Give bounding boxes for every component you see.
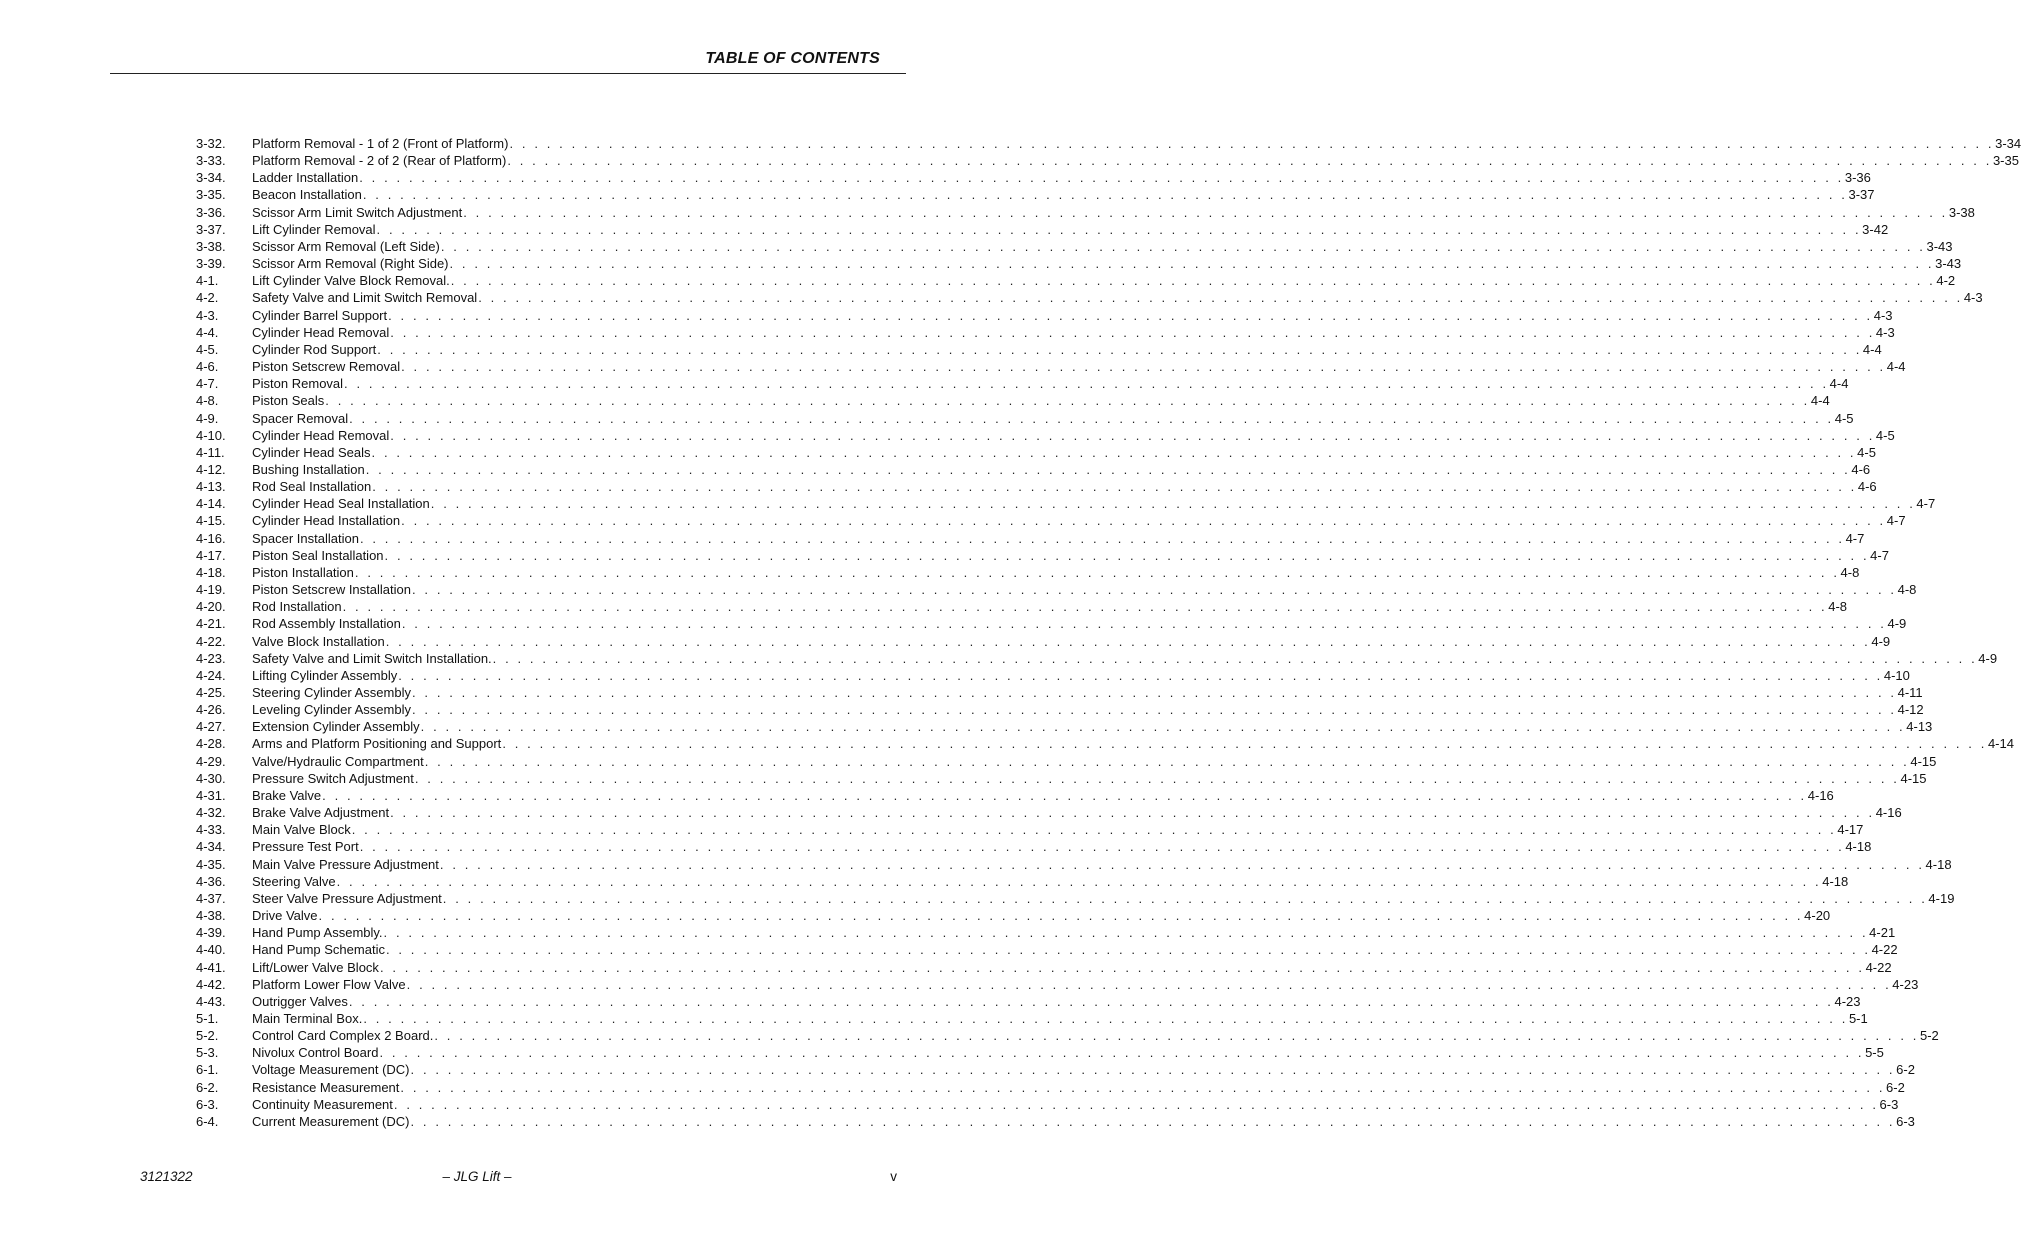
toc-dot-leader: . . . . . . . . . . . . . . . . . . . . . . . . . . . . . . . . . . . . . . . . . . . . . . . . . . . . . . . . . . . . . . . . . . . . . . . . . . . . . . . . . . . . . . . . . . . . . . . . . . . . . . . . . . . . . . . . . . . . . . . . bbox=[318, 908, 1804, 924]
toc-entry[interactable] bbox=[196, 169, 1871, 186]
toc-entry[interactable] bbox=[196, 735, 2014, 752]
toc-dot-leader: . . . . . . . . . . . . . . . . . . . . . . . . . . . . . . . . . . . . . . . . . . . . . . . . . . . . . . . . . . . . . . . . . . . . . . . . . . . . . . . . . . . . . . . . . . . . . . . . . . . . . . . . . . . . . . . . . . . . . . . . bbox=[388, 307, 1873, 323]
toc-entry[interactable] bbox=[196, 255, 1962, 272]
toc-dot-leader: . . . . . . . . . . . . . . . . . . . . . . . . . . . . . . . . . . . . . . . . . . . . . . . . . . . . . . . . . . . . . . . . . . . . . . . . . . . . . . . . . . . . . . . . . . . . . . . . . . . . . . . . . . . . . . . . . . . . . . . . bbox=[411, 702, 1897, 718]
toc-entry-title: Piston Setscrew Removal bbox=[252, 359, 401, 375]
toc-entry[interactable] bbox=[196, 221, 1889, 238]
toc-entry-page: 6-3 bbox=[1896, 1113, 1915, 1129]
toc-dot-leader: . . . . . . . . . . . . . . . . . . . . . . . . . . . . . . . . . . . . . . . . . . . . . . . . . . . . . . . . . . . . . . . . . . . . . . . . . . . . . . . . . . . . . . . . . . . . . . . . . . . . . . . . . . . . . . . . . . . . . . . . bbox=[492, 650, 1978, 666]
toc-dot-leader: . . . . . . . . . . . . . . . . . . . . . . . . . . . . . . . . . . . . . . . . . . . . . . . . . . . . . . . . . . . . . . . . . . . . . . . . . . . . . . . . . . . . . . . . . . . . . . . . . . . . . . . . . . . . . . . . . . . . . . . . bbox=[420, 719, 1906, 735]
toc-entry-number: 4-19. bbox=[196, 582, 226, 598]
toc-entry[interactable] bbox=[196, 581, 1917, 598]
toc-entry-page: 4-16 bbox=[1875, 805, 1902, 821]
toc-entry-title: Steering Cylinder Assembly bbox=[252, 685, 411, 700]
toc-entry[interactable] bbox=[196, 701, 1924, 718]
toc-entry-title: Beacon Installation bbox=[252, 187, 362, 203]
toc-dot-leader: . . . . . . . . . . . . . . . . . . . . . . . . . . . . . . . . . . . . . . . . . . . . . . . . . . . . . . . . . . . . . . . . . . . . . . . . . . . . . . . . . . . . . . . . . . . . . . . . . . . . . . . . . . . . . . . . . . . . . . . . bbox=[383, 925, 1869, 941]
toc-entry-page: 5-1 bbox=[1848, 1010, 1868, 1026]
table-of-contents bbox=[196, 135, 2021, 1130]
toc-entry-page: 4-7 bbox=[1886, 513, 1906, 529]
toc-entry-title: Cylinder Rod Support bbox=[252, 341, 377, 357]
toc-dot-leader: . . . . . . . . . . . . . . . . . . . . . . . . . . . . . . . . . . . . . . . . . . . . . . . . . . . . . . . . . . . . . . . . . . . . . . . . . . . . . . . . . . . . . . . . . . . . . . . . . . . . . . . . . . . . . . . . . . . . . . . . bbox=[359, 530, 1845, 546]
toc-entry-title: Piston Seals bbox=[252, 393, 325, 409]
toc-entry-number: 4-28. bbox=[196, 736, 226, 752]
toc-entry[interactable] bbox=[196, 1061, 1915, 1078]
toc-dot-leader: . . . . . . . . . . . . . . . . . . . . . . . . . . . . . . . . . . . . . . . . . . . . . . . . . . . . . . . . . . . . . . . . . . . . . . . . . . . . . . . . . . . . . . . . . . . . . . . . . . . . . . . . . . . . . . . . . . . . . . . . bbox=[406, 976, 1892, 992]
toc-dot-leader: . . . . . . . . . . . . . . . . . . . . . . . . . . . . . . . . . . . . . . . . . . . . . . . . . . . . . . . . . . . . . . . . . . . . . . . . . . . . . . . . . . . . . . . . . . . . . . . . . . . . . . . . . . . . . . . . . . . . . . . . bbox=[336, 873, 1822, 889]
toc-entry-number: 4-41. bbox=[196, 959, 226, 975]
toc-entry[interactable] bbox=[196, 152, 2019, 169]
toc-entry-title: Leveling Cylinder Assembly bbox=[252, 702, 411, 718]
footer-publisher: – JLG Lift – bbox=[442, 1169, 512, 1184]
footer-doc-number: 3121322 bbox=[140, 1169, 193, 1184]
toc-entry[interactable] bbox=[196, 890, 1955, 907]
toc-entry[interactable] bbox=[196, 392, 1830, 409]
toc-entry-number: 6-2. bbox=[196, 1079, 219, 1095]
toc-entry-number: 4-14. bbox=[196, 496, 226, 512]
toc-entry[interactable] bbox=[196, 341, 1882, 358]
toc-entry-page: 4-22 bbox=[1871, 942, 1898, 958]
toc-entry-number: 6-1. bbox=[196, 1062, 219, 1078]
toc-dot-leader: . . . . . . . . . . . . . . . . . . . . . . . . . . . . . . . . . . . . . . . . . . . . . . . . . . . . . . . . . . . . . . . . . . . . . . . . . . . . . . . . . . . . . . . . . . . . . . . . . . . . . . . . . . . . . . . . . . . . . . . . bbox=[398, 667, 1883, 683]
toc-dot-leader: . . . . . . . . . . . . . . . . . . . . . . . . . . . . . . . . . . . . . . . . . . . . . . . . . . . . . . . . . . . . . . . . . . . . . . . . . . . . . . . . . . . . . . . . . . . . . . . . . . . . . . . . . . . . . . . . . . . . . . . . bbox=[363, 1010, 1848, 1026]
toc-entry-number: 6-4. bbox=[196, 1113, 219, 1129]
toc-dot-leader: . . . . . . . . . . . . . . . . . . . . . . . . . . . . . . . . . . . . . . . . . . . . . . . . . . . . . . . . . . . . . . . . . . . . . . . . . . . . . . . . . . . . . . . . . . . . . . . . . . . . . . . . . . . . . . . . . . . . . . . . bbox=[463, 204, 1948, 220]
toc-entry-page: 4-3 bbox=[1963, 290, 1983, 306]
toc-entry[interactable] bbox=[196, 547, 1889, 564]
toc-entry-title: Cylinder Head Removal bbox=[252, 324, 390, 340]
toc-entry-title: Bushing Installation bbox=[252, 461, 365, 477]
toc-entry-title: Ladder Installation bbox=[252, 170, 359, 186]
toc-dot-leader: . . . . . . . . . . . . . . . . . . . . . . . . . . . . . . . . . . . . . . . . . . . . . . . . . . . . . . . . . . . . . . . . . . . . . . . . . . . . . . . . . . . . . . . . . . . . . . . . . . . . . . . . . . . . . . . . . . . . . . . . bbox=[384, 547, 1870, 563]
toc-dot-leader: . . . . . . . . . . . . . . . . . . . . . . . . . . . . . . . . . . . . . . . . . . . . . . . . . . . . . . . . . . . . . . . . . . . . . . . . . . . . . . . . . . . . . . . . . . . . . . . . . . . . . . . . . . . . . . . . . . . . . . . . bbox=[411, 685, 1897, 700]
toc-entry-number: 4-38. bbox=[196, 908, 226, 924]
toc-entry-page: 4-3 bbox=[1873, 307, 1893, 323]
toc-entry-page: 3-43 bbox=[1935, 256, 1962, 272]
toc-entry-title: Spacer Installation bbox=[252, 530, 359, 546]
toc-dot-leader: . . . . . . . . . . . . . . . . . . . . . . . . . . . . . . . . . . . . . . . . . . . . . . . . . . . . . . . . . . . . . . . . . . . . . . . . . . . . . . . . . . . . . . . . . . . . . . . . . . . . . . . . . . . . . . . . . . . . . . . . bbox=[344, 376, 1829, 392]
toc-dot-leader: . . . . . . . . . . . . . . . . . . . . . . . . . . . . . . . . . . . . . . . . . . . . . . . . . . . . . . . . . . . . . . . . . . . . . . . . . . . . . . . . . . . . . . . . . . . . . . . . . . . . . . . . . . . . . . . . . . . . . . . . bbox=[390, 427, 1875, 443]
toc-entry-title: Steer Valve Pressure Adjustment bbox=[252, 890, 442, 906]
toc-entry[interactable] bbox=[196, 821, 1864, 838]
toc-entry-page: 4-13 bbox=[1906, 719, 1933, 735]
toc-entry-title: Pressure Switch Adjustment bbox=[252, 770, 414, 786]
toc-entry-title: Piston Installation bbox=[252, 564, 354, 580]
toc-entry-number: 4-18. bbox=[196, 564, 226, 580]
toc-entry[interactable] bbox=[196, 1113, 1915, 1130]
toc-dot-leader: . . . . . . . . . . . . . . . . . . . . . . . . . . . . . . . . . . . . . . . . . . . . . . . . . . . . . . . . . . . . . . . . . . . . . . . . . . . . . . . . . . . . . . . . . . . . . . . . . . . . . . . . . . . . . . . . . . . . . . . . bbox=[410, 1062, 1896, 1078]
toc-dot-leader: . . . . . . . . . . . . . . . . . . . . . . . . . . . . . . . . . . . . . . . . . . . . . . . . . . . . . . . . . . . . . . . . . . . . . . . . . . . . . . . . . . . . . . . . . . . . . . . . . . . . . . . . . . . . . . . . . . . . . . . . bbox=[430, 496, 1916, 512]
toc-dot-leader: . . . . . . . . . . . . . . . . . . . . . . . . . . . . . . . . . . . . . . . . . . . . . . . . . . . . . . . . . . . . . . . . . . . . . . . . . . . . . . . . . . . . . . . . . . . . . . . . . . . . . . . . . . . . . . . . . . . . . . . . bbox=[401, 616, 1887, 632]
toc-entry[interactable] bbox=[196, 770, 1927, 787]
toc-dot-leader: . . . . . . . . . . . . . . . . . . . . . . . . . . . . . . . . . . . . . . . . . . . . . . . . . . . . . . . . . . . . . . . . . . . . . . . . . . . . . . . . . . . . . . . . . . . . . . . . . . . . . . . . . . . . . . . . . . . . . . . . bbox=[359, 839, 1845, 855]
toc-entry-number: 4-6. bbox=[196, 359, 219, 375]
toc-entry-title: Piston Seal Installation bbox=[252, 547, 384, 563]
toc-entry[interactable] bbox=[196, 1044, 1884, 1061]
toc-entry-title: Valve Block Installation bbox=[252, 633, 385, 649]
toc-dot-leader: . . . . . . . . . . . . . . . . . . . . . . . . . . . . . . . . . . . . . . . . . . . . . . . . . . . . . . . . . . . . . . . . . . . . . . . . . . . . . . . . . . . . . . . . . . . . . . . . . . . . . . . . . . . . . . . . . . . . . . . . bbox=[379, 1045, 1865, 1061]
toc-entry-page: 4-4 bbox=[1862, 341, 1882, 357]
toc-entry-number: 6-3. bbox=[196, 1096, 219, 1112]
toc-entry[interactable] bbox=[196, 358, 1906, 375]
toc-entry-page: 4-5 bbox=[1875, 427, 1895, 443]
toc-entry-page: 6-2 bbox=[1886, 1079, 1905, 1095]
toc-dot-leader: . . . . . . . . . . . . . . . . . . . . . . . . . . . . . . . . . . . . . . . . . . . . . . . . . . . . . . . . . . . . . . . . . . . . . . . . . . . . . . . . . . . . . . . . . . . . . . . . . . . . . . . . . . . . . . . . . . . . . . . . bbox=[449, 256, 1935, 272]
toc-entry[interactable] bbox=[196, 1010, 1868, 1027]
toc-entry[interactable] bbox=[196, 941, 1898, 958]
toc-entry-page: 4-10 bbox=[1883, 667, 1910, 683]
toc-entry[interactable] bbox=[196, 135, 2021, 152]
toc-entry[interactable] bbox=[196, 375, 1849, 392]
toc-dot-leader: . . . . . . . . . . . . . . . . . . . . . . . . . . . . . . . . . . . . . . . . . . . . . . . . . . . . . . . . . . . . . . . . . . . . . . . . . . . . . . . . . . . . . . . . . . . . . . . . . . . . . . . . . . . . . . . . . . . . . . . . bbox=[325, 393, 1810, 409]
toc-entry-number: 3-39. bbox=[196, 256, 226, 272]
toc-entry[interactable] bbox=[196, 753, 1937, 770]
toc-entry-page: 5-5 bbox=[1865, 1045, 1884, 1061]
toc-entry-page: 4-14 bbox=[1987, 736, 2014, 752]
toc-entry-title: Safety Valve and Limit Switch Removal bbox=[252, 290, 478, 306]
toc-entry[interactable] bbox=[196, 976, 1919, 993]
toc-dot-leader: . . . . . . . . . . . . . . . . . . . . . . . . . . . . . . . . . . . . . . . . . . . . . . . . . . . . . . . . . . . . . . . . . . . . . . . . . . . . . . . . . . . . . . . . . . . . . . . . . . . . . . . . . . . . . . . . . . . . . . . . bbox=[365, 461, 1851, 477]
toc-entry-title: Nivolux Control Board bbox=[252, 1045, 379, 1061]
toc-dot-leader: . . . . . . . . . . . . . . . . . . . . . . . . . . . . . . . . . . . . . . . . . . . . . . . . . . . . . . . . . . . . . . . . . . . . . . . . . . . . . . . . . . . . . . . . . . . . . . . . . . . . . . . . . . . . . . . . . . . . . . . . bbox=[393, 1096, 1879, 1112]
toc-entry-title: Cylinder Head Installation bbox=[252, 513, 401, 529]
toc-entry-title: Cylinder Barrel Support bbox=[252, 307, 388, 323]
toc-entry-page: 6-3 bbox=[1879, 1096, 1899, 1112]
toc-entry-page: 4-7 bbox=[1845, 530, 1865, 546]
toc-entry[interactable] bbox=[196, 410, 1854, 427]
toc-entry-title: Voltage Measurement (DC) bbox=[252, 1062, 410, 1078]
toc-entry-number: 4-16. bbox=[196, 530, 226, 546]
toc-entry-title: Rod Assembly Installation bbox=[252, 616, 401, 632]
toc-entry-page: 4-19 bbox=[1928, 890, 1955, 906]
toc-entry-number: 4-5. bbox=[196, 341, 219, 357]
toc-entry-number: 4-40. bbox=[196, 942, 226, 958]
toc-entry[interactable] bbox=[196, 667, 1910, 684]
toc-entry-number: 4-31. bbox=[196, 787, 226, 803]
toc-entry-title: Spacer Removal bbox=[252, 410, 349, 426]
toc-dot-leader: . . . . . . . . . . . . . . . . . . . . . . . . . . . . . . . . . . . . . . . . . . . . . . . . . . . . . . . . . . . . . . . . . . . . . . . . . . . . . . . . . . . . . . . . . . . . . . . . . . . . . . . . . . . . . . . . . . . . . . . . bbox=[400, 1079, 1886, 1095]
toc-entry[interactable] bbox=[196, 427, 1895, 444]
toc-entry-title: Hand Pump Schematic bbox=[252, 942, 385, 958]
toc-entry-title: Lifting Cylinder Assembly bbox=[252, 667, 398, 683]
toc-entry-number: 4-24. bbox=[196, 667, 226, 683]
toc-entry-number: 4-34. bbox=[196, 839, 226, 855]
page-header-title: TABLE OF CONTENTS bbox=[705, 50, 880, 67]
toc-entry-page: 4-9 bbox=[1978, 650, 1998, 666]
toc-dot-leader: . . . . . . . . . . . . . . . . . . . . . . . . . . . . . . . . . . . . . . . . . . . . . . . . . . . . . . . . . . . . . . . . . . . . . . . . . . . . . . . . . . . . . . . . . . . . . . . . . . . . . . . . . . . . . . . . . . . . . . . . bbox=[439, 856, 1925, 872]
toc-entry-title: Current Measurement (DC) bbox=[252, 1113, 410, 1129]
toc-entry-page: 4-12 bbox=[1897, 702, 1924, 718]
toc-entry-number: 4-37. bbox=[196, 890, 226, 906]
toc-dot-leader: . . . . . . . . . . . . . . . . . . . . . . . . . . . . . . . . . . . . . . . . . . . . . . . . . . . . . . . . . . . . . . . . . . . . . . . . . . . . . . . . . . . . . . . . . . . . . . . . . . . . . . . . . . . . . . . . . . . . . . . . bbox=[342, 599, 1828, 615]
toc-dot-leader: . . . . . . . . . . . . . . . . . . . . . . . . . . . . . . . . . . . . . . . . . . . . . . . . . . . . . . . . . . . . . . . . . . . . . . . . . . . . . . . . . . . . . . . . . . . . . . . . . . . . . . . . . . . . . . . . . . . . . . . . bbox=[376, 221, 1862, 237]
toc-entry-number: 3-35. bbox=[196, 187, 226, 203]
toc-entry-title: Piston Removal bbox=[252, 376, 344, 392]
toc-entry-number: 4-9. bbox=[196, 410, 219, 426]
toc-entry-number: 4-13. bbox=[196, 479, 226, 495]
toc-entry-number: 4-11. bbox=[196, 444, 225, 460]
toc-entry[interactable] bbox=[196, 838, 1872, 855]
toc-dot-leader: . . . . . . . . . . . . . . . . . . . . . . . . . . . . . . . . . . . . . . . . . . . . . . . . . . . . . . . . . . . . . . . . . . . . . . . . . . . . . . . . . . . . . . . . . . . . . . . . . . . . . . . . . . . . . . . . . . . . . . . . bbox=[354, 564, 1840, 580]
toc-entry-number: 4-21. bbox=[196, 616, 226, 632]
toc-entry[interactable] bbox=[196, 272, 1956, 289]
toc-dot-leader: . . . . . . . . . . . . . . . . . . . . . . . . . . . . . . . . . . . . . . . . . . . . . . . . . . . . . . . . . . . . . . . . . . . . . . . . . . . . . . . . . . . . . . . . . . . . . . . . . . . . . . . . . . . . . . . . . . . . . . . . bbox=[362, 187, 1848, 203]
toc-entry-title: Valve/Hydraulic Compartment bbox=[252, 753, 424, 769]
toc-dot-leader: . . . . . . . . . . . . . . . . . . . . . . . . . . . . . . . . . . . . . . . . . . . . . . . . . . . . . . . . . . . . . . . . . . . . . . . . . . . . . . . . . . . . . . . . . . . . . . . . . . . . . . . . . . . . . . . . . . . . . . . . bbox=[349, 410, 1834, 426]
toc-entry-number: 5-3. bbox=[196, 1045, 219, 1061]
toc-entry-title: Rod Seal Installation bbox=[252, 479, 372, 495]
toc-entry-number: 4-20. bbox=[196, 599, 226, 615]
toc-entry-number: 4-3. bbox=[196, 307, 219, 323]
toc-entry-title: Safety Valve and Limit Switch Installation. bbox=[252, 650, 492, 666]
toc-entry-page: 4-23 bbox=[1834, 993, 1861, 1009]
header-divider bbox=[110, 73, 906, 74]
toc-dot-leader: . . . . . . . . . . . . . . . . . . . . . . . . . . . . . . . . . . . . . . . . . . . . . . . . . . . . . . . . . . . . . . . . . . . . . . . . . . . . . . . . . . . . . . . . . . . . . . . . . . . . . . . . . . . . . . . . . . . . . . . . bbox=[351, 822, 1837, 838]
toc-entry-page: 3-38 bbox=[1948, 204, 1975, 220]
toc-dot-leader: . . . . . . . . . . . . . . . . . . . . . . . . . . . . . . . . . . . . . . . . . . . . . . . . . . . . . . . . . . . . . . . . . . . . . . . . . . . . . . . . . . . . . . . . . . . . . . . . . . . . . . . . . . . . . . . . . . . . . . . . bbox=[377, 341, 1862, 357]
toc-dot-leader: . . . . . . . . . . . . . . . . . . . . . . . . . . . . . . . . . . . . . . . . . . . . . . . . . . . . . . . . . . . . . . . . . . . . . . . . . . . . . . . . . . . . . . . . . . . . . . . . . . . . . . . . . . . . . . . . . . . . . . . . bbox=[372, 479, 1857, 495]
toc-entry-number: 4-2. bbox=[196, 290, 219, 306]
toc-entry[interactable] bbox=[196, 633, 1891, 650]
toc-entry[interactable] bbox=[196, 684, 1923, 701]
toc-entry-page: 4-7 bbox=[1916, 496, 1936, 512]
toc-entry-page: 4-16 bbox=[1807, 787, 1834, 803]
toc-entry-page: 3-36 bbox=[1844, 170, 1871, 186]
toc-dot-leader: . . . . . . . . . . . . . . . . . . . . . . . . . . . . . . . . . . . . . . . . . . . . . . . . . . . . . . . . . . . . . . . . . . . . . . . . . . . . . . . . . . . . . . . . . . . . . . . . . . . . . . . . . . . . . . . . . . . . . . . . bbox=[359, 170, 1844, 186]
toc-entry-page: 4-15 bbox=[1900, 770, 1927, 786]
toc-dot-leader: . . . . . . . . . . . . . . . . . . . . . . . . . . . . . . . . . . . . . . . . . . . . . . . . . . . . . . . . . . . . . . . . . . . . . . . . . . . . . . . . . . . . . . . . . . . . . . . . . . . . . . . . . . . . . . . . . . . . . . . . bbox=[379, 959, 1865, 975]
toc-entry-title: Control Card Complex 2 Board. bbox=[252, 1028, 434, 1044]
toc-entry-page: 4-5 bbox=[1834, 410, 1854, 426]
toc-entry-page: 4-9 bbox=[1871, 633, 1891, 649]
toc-entry[interactable] bbox=[196, 564, 1860, 581]
toc-entry-page: 4-5 bbox=[1857, 444, 1876, 460]
toc-entry-title: Scissor Arm Removal (Left Side) bbox=[252, 238, 440, 254]
toc-entry-number: 4-36. bbox=[196, 873, 226, 889]
toc-entry[interactable] bbox=[196, 444, 1876, 461]
toc-dot-leader: . . . . . . . . . . . . . . . . . . . . . . . . . . . . . . . . . . . . . . . . . . . . . . . . . . . . . . . . . . . . . . . . . . . . . . . . . . . . . . . . . . . . . . . . . . . . . . . . . . . . . . . . . . . . . . . . . . . . . . . . bbox=[371, 444, 1857, 460]
toc-entry[interactable] bbox=[196, 289, 1983, 306]
toc-entry-page: 4-4 bbox=[1829, 376, 1849, 392]
toc-entry-number: 4-23. bbox=[196, 650, 226, 666]
toc-entry-number: 4-25. bbox=[196, 685, 226, 700]
toc-entry[interactable] bbox=[196, 993, 1861, 1010]
toc-entry-title: Main Terminal Box. bbox=[252, 1010, 363, 1026]
toc-entry-number: 4-4. bbox=[196, 324, 219, 340]
toc-entry-title: Lift Cylinder Valve Block Removal. bbox=[252, 273, 450, 289]
toc-entry-title: Arms and Platform Positioning and Support bbox=[252, 736, 502, 752]
toc-entry-page: 6-2 bbox=[1896, 1062, 1915, 1078]
toc-entry-page: 4-18 bbox=[1845, 839, 1872, 855]
toc-entry-page: 4-21 bbox=[1869, 925, 1896, 941]
toc-entry[interactable] bbox=[196, 324, 1895, 341]
toc-entry-title: Cylinder Head Seal Installation bbox=[252, 496, 430, 512]
toc-entry[interactable] bbox=[196, 718, 1933, 735]
toc-entry-number: 4-17. bbox=[196, 547, 226, 563]
toc-entry[interactable] bbox=[196, 186, 1875, 203]
toc-entry-page: 3-43 bbox=[1926, 238, 1953, 254]
toc-entry-page: 4-6 bbox=[1857, 479, 1877, 495]
toc-entry[interactable] bbox=[196, 856, 1952, 873]
toc-dot-leader: . . . . . . . . . . . . . . . . . . . . . . . . . . . . . . . . . . . . . . . . . . . . . . . . . . . . . . . . . . . . . . . . . . . . . . . . . . . . . . . . . . . . . . . . . . . . . . . . . . . . . . . . . . . . . . . . . . . . . . . . bbox=[478, 290, 1963, 306]
toc-entry[interactable] bbox=[196, 650, 1998, 667]
toc-entry-number: 4-8. bbox=[196, 393, 219, 409]
toc-entry-page: 4-18 bbox=[1925, 856, 1952, 872]
toc-entry-title: Cylinder Head Removal bbox=[252, 427, 390, 443]
toc-entry-number: 5-1. bbox=[196, 1010, 219, 1026]
toc-entry-page: 4-22 bbox=[1865, 959, 1892, 975]
toc-dot-leader: . . . . . . . . . . . . . . . . . . . . . . . . . . . . . . . . . . . . . . . . . . . . . . . . . . . . . . . . . . . . . . . . . . . . . . . . . . . . . . . . . . . . . . . . . . . . . . . . . . . . . . . . . . . . . . . . . . . . . . . . bbox=[411, 582, 1897, 598]
toc-entry-number: 4-29. bbox=[196, 753, 226, 769]
toc-dot-leader: . . . . . . . . . . . . . . . . . . . . . . . . . . . . . . . . . . . . . . . . . . . . . . . . . . . . . . . . . . . . . . . . . . . . . . . . . . . . . . . . . . . . . . . . . . . . . . . . . . . . . . . . . . . . . . . . . . . . . . . . bbox=[414, 770, 1900, 786]
toc-entry-number: 4-1. bbox=[196, 273, 219, 289]
toc-entry-number: 3-36. bbox=[196, 204, 226, 220]
toc-entry-number: 3-33. bbox=[196, 153, 226, 169]
toc-entry-number: 3-34. bbox=[196, 170, 226, 186]
toc-entry-number: 4-30. bbox=[196, 770, 226, 786]
toc-entry-page: 4-8 bbox=[1897, 582, 1917, 598]
toc-entry-page: 4-18 bbox=[1822, 873, 1849, 889]
toc-entry-page: 5-2 bbox=[1919, 1028, 1939, 1044]
toc-entry-page: 4-11 bbox=[1897, 685, 1923, 700]
toc-entry-title: Steering Valve bbox=[252, 873, 336, 889]
toc-entry[interactable] bbox=[196, 204, 1975, 221]
toc-entry-page: 4-6 bbox=[1851, 461, 1871, 477]
toc-dot-leader: . . . . . . . . . . . . . . . . . . . . . . . . . . . . . . . . . . . . . . . . . . . . . . . . . . . . . . . . . . . . . . . . . . . . . . . . . . . . . . . . . . . . . . . . . . . . . . . . . . . . . . . . . . . . . . . . . . . . . . . . bbox=[434, 1028, 1919, 1044]
toc-entry-page: 3-34 bbox=[1995, 136, 2021, 151]
toc-entry-page: 3-37 bbox=[1848, 187, 1875, 203]
toc-dot-leader: . . . . . . . . . . . . . . . . . . . . . . . . . . . . . . . . . . . . . . . . . . . . . . . . . . . . . . . . . . . . . . . . . . . . . . . . . . . . . . . . . . . . . . . . . . . . . . . . . . . . . . . . . . . . . . . . . . . . . . . . bbox=[502, 736, 1987, 752]
toc-dot-leader: . . . . . . . . . . . . . . . . . . . . . . . . . . . . . . . . . . . . . . . . . . . . . . . . . . . . . . . . . . . . . . . . . . . . . . . . . . . . . . . . . . . . . . . . . . . . . . . . . . . . . . . . . . . . . . . . . . . . . . . . bbox=[401, 513, 1886, 529]
toc-entry-number: 4-42. bbox=[196, 976, 226, 992]
toc-entry-page: 4-7 bbox=[1870, 547, 1889, 563]
toc-entry-page: 4-4 bbox=[1810, 393, 1830, 409]
toc-entry-page: 4-8 bbox=[1840, 564, 1860, 580]
toc-entry-title: Outrigger Valves bbox=[252, 993, 348, 1009]
toc-entry[interactable] bbox=[196, 307, 1893, 324]
toc-dot-leader: . . . . . . . . . . . . . . . . . . . . . . . . . . . . . . . . . . . . . . . . . . . . . . . . . . . . . . . . . . . . . . . . . . . . . . . . . . . . . . . . . . . . . . . . . . . . . . . . . . . . . . . . . . . . . . . . . . . . . . . . bbox=[401, 359, 1886, 375]
toc-entry-number: 4-26. bbox=[196, 702, 226, 718]
toc-entry[interactable] bbox=[196, 1079, 1905, 1096]
toc-entry-page: 4-20 bbox=[1804, 908, 1831, 924]
toc-entry[interactable] bbox=[196, 873, 1849, 890]
toc-entry-title: Platform Removal - 2 of 2 (Rear of Platform) bbox=[252, 153, 507, 169]
toc-entry-number: 4-32. bbox=[196, 805, 226, 821]
toc-entry-title: Scissor Arm Limit Switch Adjustment bbox=[252, 204, 463, 220]
toc-entry-title: Hand Pump Assembly. bbox=[252, 925, 383, 941]
toc-dot-leader: . . . . . . . . . . . . . . . . . . . . . . . . . . . . . . . . . . . . . . . . . . . . . . . . . . . . . . . . . . . . . . . . . . . . . . . . . . . . . . . . . . . . . . . . . . . . . . . . . . . . . . . . . . . . . . . . . . . . . . . . bbox=[390, 324, 1875, 340]
toc-entry-number: 4-35. bbox=[196, 856, 226, 872]
toc-entry-title: Brake Valve Adjustment bbox=[252, 805, 390, 821]
toc-entry-title: Lift/Lower Valve Block bbox=[252, 959, 379, 975]
toc-entry-title: Piston Setscrew Installation bbox=[252, 582, 411, 598]
toc-entry-number: 5-2. bbox=[196, 1028, 219, 1044]
toc-dot-leader: . . . . . . . . . . . . . . . . . . . . . . . . . . . . . . . . . . . . . . . . . . . . . . . . . . . . . . . . . . . . . . . . . . . . . . . . . . . . . . . . . . . . . . . . . . . . . . . . . . . . . . . . . . . . . . . . . . . . . . . . bbox=[410, 1113, 1896, 1129]
toc-dot-leader: . . . . . . . . . . . . . . . . . . . . . . . . . . . . . . . . . . . . . . . . . . . . . . . . . . . . . . . . . . . . . . . . . . . . . . . . . . . . . . . . . . . . . . . . . . . . . . . . . . . . . . . . . . . . . . . . . . . . . . . . bbox=[507, 153, 1992, 169]
toc-entry-page: 3-42 bbox=[1862, 221, 1889, 237]
toc-entry[interactable] bbox=[196, 804, 1902, 821]
toc-dot-leader: . . . . . . . . . . . . . . . . . . . . . . . . . . . . . . . . . . . . . . . . . . . . . . . . . . . . . . . . . . . . . . . . . . . . . . . . . . . . . . . . . . . . . . . . . . . . . . . . . . . . . . . . . . . . . . . . . . . . . . . . bbox=[348, 993, 1834, 1009]
toc-entry[interactable] bbox=[196, 495, 1936, 512]
toc-entry-title: Brake Valve bbox=[252, 787, 322, 803]
toc-entry-number: 4-27. bbox=[196, 719, 226, 735]
toc-entry[interactable] bbox=[196, 530, 1865, 547]
toc-entry-number: 3-32. bbox=[196, 136, 226, 151]
toc-entry-title: Cylinder Head Seals bbox=[252, 444, 371, 460]
toc-entry-page: 4-2 bbox=[1936, 273, 1956, 289]
toc-entry-page: 4-15 bbox=[1910, 753, 1937, 769]
toc-entry-title: Main Valve Block bbox=[252, 822, 351, 838]
toc-entry-title: Resistance Measurement bbox=[252, 1079, 400, 1095]
toc-entry-title: Continuity Measurement bbox=[252, 1096, 393, 1112]
toc-dot-leader: . . . . . . . . . . . . . . . . . . . . . . . . . . . . . . . . . . . . . . . . . . . . . . . . . . . . . . . . . . . . . . . . . . . . . . . . . . . . . . . . . . . . . . . . . . . . . . . . . . . . . . . . . . . . . . . . . . . . . . . . bbox=[390, 805, 1875, 821]
toc-entry-title: Pressure Test Port bbox=[252, 839, 359, 855]
toc-entry[interactable] bbox=[196, 924, 1896, 941]
toc-entry-page: 4-4 bbox=[1886, 359, 1906, 375]
toc-entry[interactable] bbox=[196, 461, 1871, 478]
toc-entry-number: 4-15. bbox=[196, 513, 226, 529]
toc-entry[interactable] bbox=[196, 598, 1848, 615]
toc-entry-number: 4-43. bbox=[196, 993, 226, 1009]
toc-entry[interactable] bbox=[196, 787, 1834, 804]
toc-entry-page: 4-8 bbox=[1828, 599, 1848, 615]
toc-entry-number: 3-37. bbox=[196, 221, 226, 237]
toc-dot-leader: . . . . . . . . . . . . . . . . . . . . . . . . . . . . . . . . . . . . . . . . . . . . . . . . . . . . . . . . . . . . . . . . . . . . . . . . . . . . . . . . . . . . . . . . . . . . . . . . . . . . . . . . . . . . . . . . . . . . . . . . bbox=[424, 753, 1910, 769]
toc-dot-leader: . . . . . . . . . . . . . . . . . . . . . . . . . . . . . . . . . . . . . . . . . . . . . . . . . . . . . . . . . . . . . . . . . . . . . . . . . . . . . . . . . . . . . . . . . . . . . . . . . . . . . . . . . . . . . . . . . . . . . . . . bbox=[385, 942, 1871, 958]
toc-dot-leader: . . . . . . . . . . . . . . . . . . . . . . . . . . . . . . . . . . . . . . . . . . . . . . . . . . . . . . . . . . . . . . . . . . . . . . . . . . . . . . . . . . . . . . . . . . . . . . . . . . . . . . . . . . . . . . . . . . . . . . . . bbox=[509, 136, 1995, 151]
toc-entry[interactable] bbox=[196, 1027, 1939, 1044]
toc-entry-number: 4-33. bbox=[196, 822, 226, 838]
toc-dot-leader: . . . . . . . . . . . . . . . . . . . . . . . . . . . . . . . . . . . . . . . . . . . . . . . . . . . . . . . . . . . . . . . . . . . . . . . . . . . . . . . . . . . . . . . . . . . . . . . . . . . . . . . . . . . . . . . . . . . . . . . . bbox=[322, 787, 1807, 803]
toc-entry[interactable] bbox=[196, 959, 1892, 976]
toc-entry[interactable] bbox=[196, 238, 1953, 255]
toc-dot-leader: . . . . . . . . . . . . . . . . . . . . . . . . . . . . . . . . . . . . . . . . . . . . . . . . . . . . . . . . . . . . . . . . . . . . . . . . . . . . . . . . . . . . . . . . . . . . . . . . . . . . . . . . . . . . . . . . . . . . . . . . bbox=[385, 633, 1871, 649]
toc-entry-page: 4-23 bbox=[1892, 976, 1919, 992]
toc-entry-page: 3-35 bbox=[1992, 153, 2019, 169]
toc-entry[interactable] bbox=[196, 512, 1906, 529]
toc-entry-title: Main Valve Pressure Adjustment bbox=[252, 856, 439, 872]
toc-entry-title: Rod Installation bbox=[252, 599, 342, 615]
toc-entry[interactable] bbox=[196, 478, 1877, 495]
toc-entry-number: 4-7. bbox=[196, 376, 219, 392]
toc-entry-number: 4-10. bbox=[196, 427, 226, 443]
toc-entry-title: Drive Valve bbox=[252, 908, 318, 924]
toc-entry-title: Extension Cylinder Assembly bbox=[252, 719, 420, 735]
toc-entry-title: Lift Cylinder Removal bbox=[252, 221, 376, 237]
toc-entry-page: 4-3 bbox=[1875, 324, 1895, 340]
toc-entry-page: 4-9 bbox=[1887, 616, 1907, 632]
toc-entry-number: 4-12. bbox=[196, 461, 226, 477]
footer-page-number: v bbox=[890, 1169, 897, 1184]
toc-entry-title: Platform Removal - 1 of 2 (Front of Platform) bbox=[252, 136, 509, 151]
toc-dot-leader: . . . . . . . . . . . . . . . . . . . . . . . . . . . . . . . . . . . . . . . . . . . . . . . . . . . . . . . . . . . . . . . . . . . . . . . . . . . . . . . . . . . . . . . . . . . . . . . . . . . . . . . . . . . . . . . . . . . . . . . . bbox=[442, 890, 1928, 906]
toc-entry-number: 4-39. bbox=[196, 925, 226, 941]
toc-entry-title: Scissor Arm Removal (Right Side) bbox=[252, 256, 449, 272]
toc-entry[interactable] bbox=[196, 907, 1831, 924]
toc-dot-leader: . . . . . . . . . . . . . . . . . . . . . . . . . . . . . . . . . . . . . . . . . . . . . . . . . . . . . . . . . . . . . . . . . . . . . . . . . . . . . . . . . . . . . . . . . . . . . . . . . . . . . . . . . . . . . . . . . . . . . . . . bbox=[450, 273, 1936, 289]
toc-entry-number: 4-22. bbox=[196, 633, 226, 649]
toc-entry[interactable] bbox=[196, 615, 1907, 632]
toc-dot-leader: . . . . . . . . . . . . . . . . . . . . . . . . . . . . . . . . . . . . . . . . . . . . . . . . . . . . . . . . . . . . . . . . . . . . . . . . . . . . . . . . . . . . . . . . . . . . . . . . . . . . . . . . . . . . . . . . . . . . . . . . bbox=[440, 238, 1926, 254]
toc-entry-page: 4-17 bbox=[1837, 822, 1864, 838]
toc-entry-number: 3-38. bbox=[196, 238, 226, 254]
toc-entry-title: Platform Lower Flow Valve bbox=[252, 976, 406, 992]
toc-entry[interactable] bbox=[196, 1096, 1899, 1113]
